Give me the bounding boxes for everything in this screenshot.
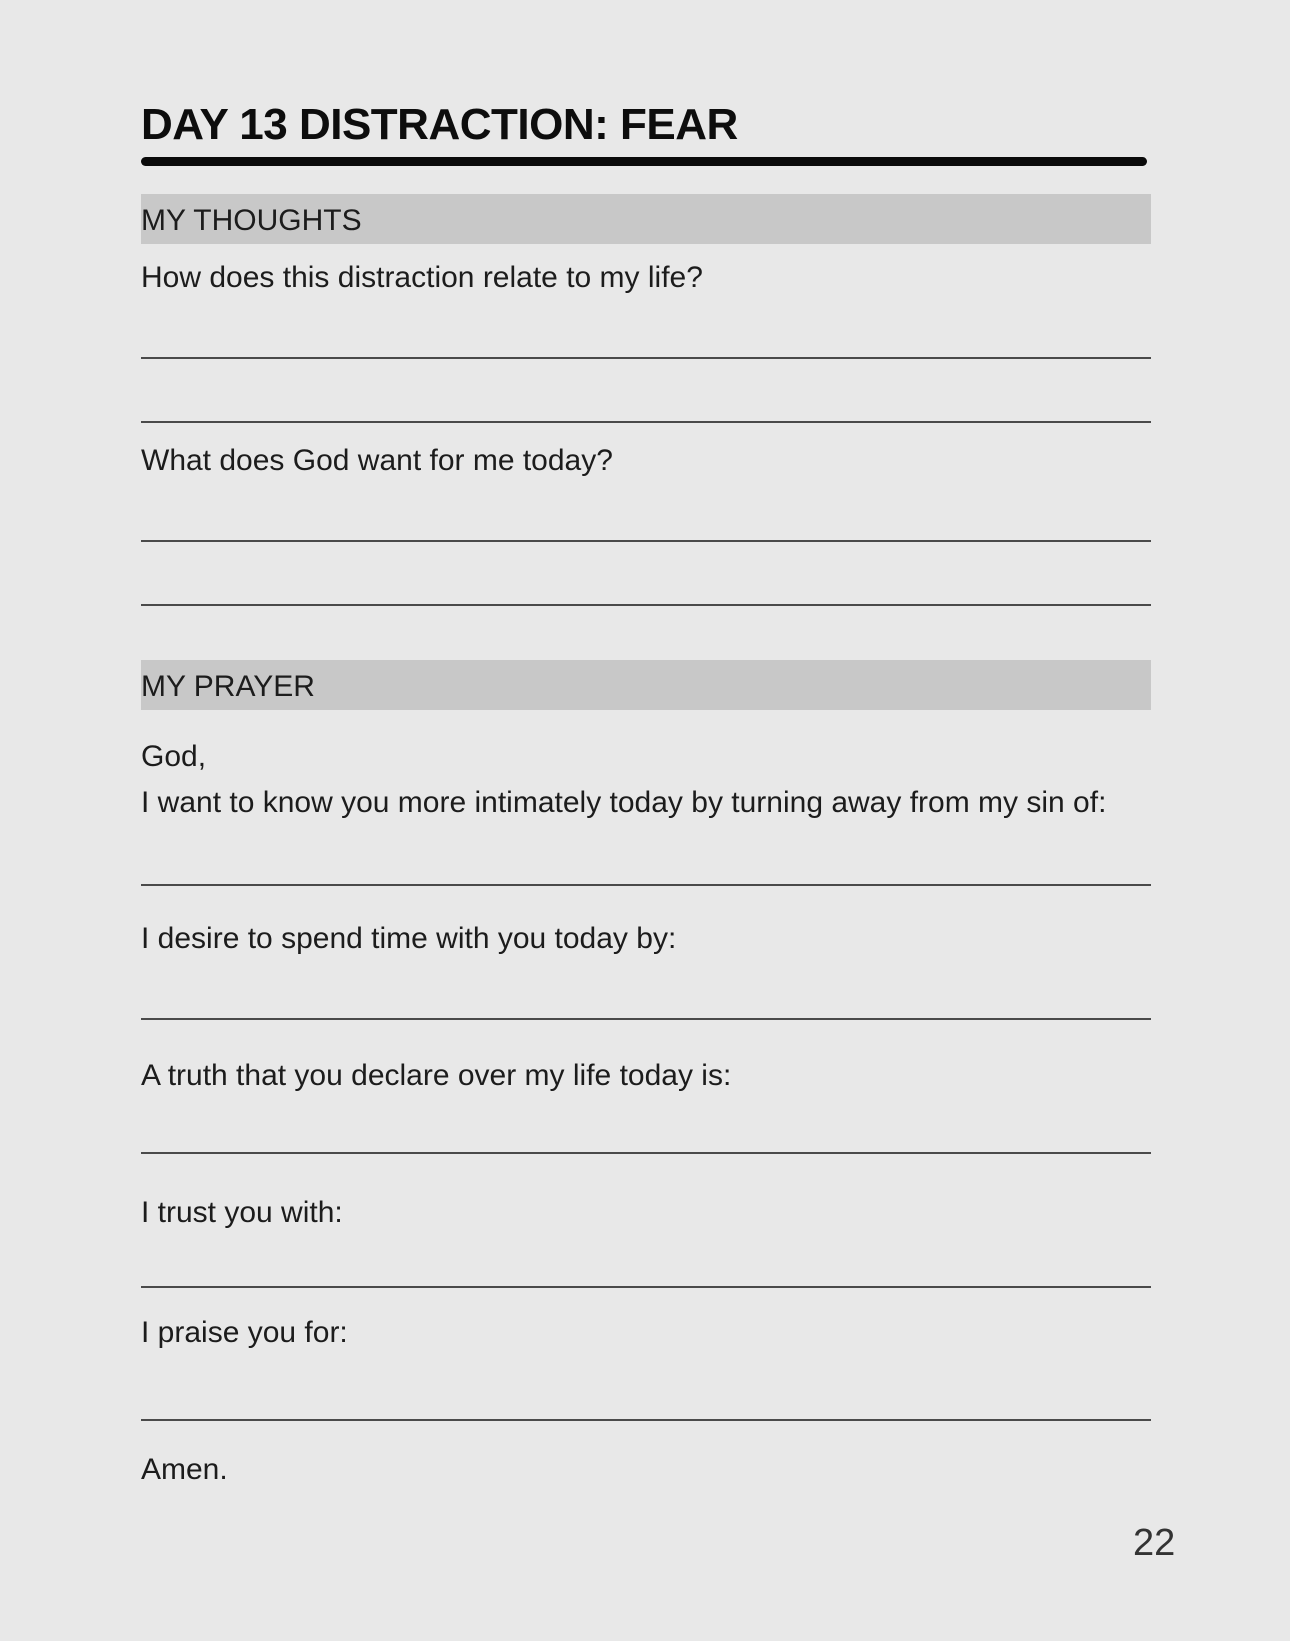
- prompt-god-wants: What does God want for me today?: [141, 444, 613, 477]
- answer-line-trust[interactable]: [141, 1286, 1151, 1288]
- section-header-prayer: [141, 660, 1151, 710]
- page-title: DAY 13 DISTRACTION: FEAR: [141, 100, 738, 149]
- section-header-thoughts: [141, 194, 1151, 244]
- prompt-praise: I praise you for:: [141, 1316, 348, 1349]
- prayer-closing: Amen.: [141, 1453, 228, 1486]
- section-heading-prayer: MY PRAYER: [141, 670, 315, 703]
- answer-line-god-wants-2[interactable]: [141, 604, 1151, 606]
- prompt-trust: I trust you with:: [141, 1196, 343, 1229]
- answer-line-relate-1[interactable]: [141, 357, 1151, 359]
- answer-line-spend-time[interactable]: [141, 1018, 1151, 1020]
- prayer-salutation: God,: [141, 740, 207, 773]
- prompt-truth: A truth that you declare over my life today is:: [141, 1059, 732, 1092]
- page-number: 22: [1133, 1522, 1176, 1564]
- prompt-sin-of: I want to know you more intimately today by turning away from my sin of:: [141, 786, 1107, 819]
- answer-line-sin-of[interactable]: [141, 884, 1151, 886]
- answer-line-god-wants-1[interactable]: [141, 540, 1151, 542]
- section-heading-thoughts: MY THOUGHTS: [141, 204, 362, 237]
- answer-line-relate-2[interactable]: [141, 421, 1151, 423]
- prompt-relate-to-life: How does this distraction relate to my life?: [141, 261, 703, 294]
- prompt-spend-time: I desire to spend time with you today by:: [141, 922, 677, 955]
- title-underline: [141, 157, 1147, 166]
- answer-line-praise[interactable]: [141, 1419, 1151, 1421]
- answer-line-truth[interactable]: [141, 1152, 1151, 1154]
